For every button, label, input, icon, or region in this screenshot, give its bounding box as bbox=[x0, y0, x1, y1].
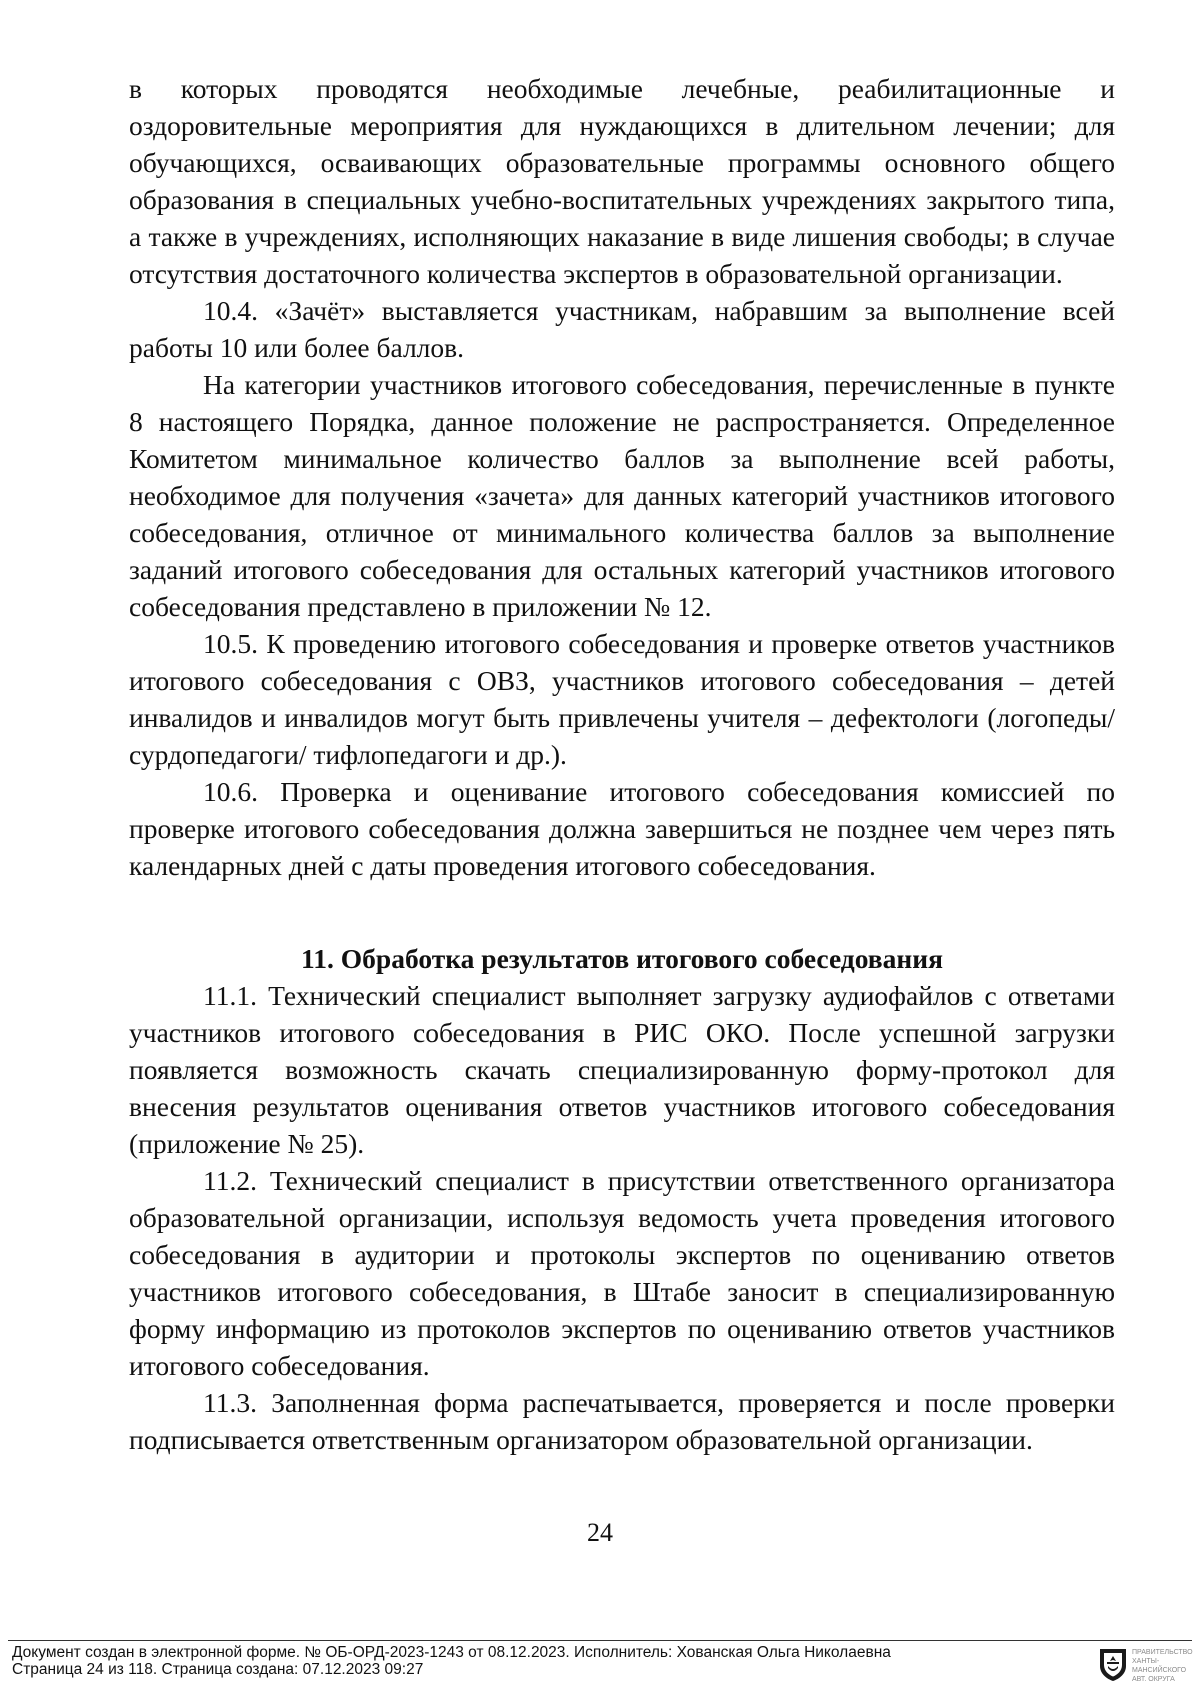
paragraph-10-5: 10.5. К проведению итогового собеседования и проверке ответов участников итогового собеседования с ОВЗ, участников итогового собеседования – детей инвалидов и инвалидов могут быть привлечены учителя – дефектологи (логопеды/ сурдопедагоги/ тифлопедагоги и др.). bbox=[129, 628, 1115, 770]
footer-document-info: Документ создан в электронной форме. № ОБ-ОРД-2023-1243 от 08.12.2023. Исполнитель: Хованская Ольга Николаевна bbox=[12, 1644, 891, 1661]
coat-of-arms-icon bbox=[1098, 1646, 1128, 1682]
paragraph-continuation: в которых проводятся необходимые лечебные, реабилитационные и оздоровительные мероприятия для нуждающихся в длительном лечении; для обучающихся, осваивающих образовательные программы основного общего образования в специальных учебно-воспитательных учреждениях закрытого типа, а также в учреждениях, исполняющих наказание в виде лишения свободы; в случае отсутствия достаточного количества экспертов в образовательной организации. bbox=[129, 73, 1115, 289]
paragraph-11-2: 11.2. Технический специалист в присутствии ответственного организатора образовательной организации, используя ведомость учета проведения итогового собеседования в аудитории и протоколы экспертов по оцениванию ответов участников итогового собеседования, в Штабе заносит в специализированную форму информацию из протоколов экспертов по оцениванию ответов участников итогового собеседования. bbox=[129, 1165, 1115, 1381]
page-number: 24 bbox=[587, 1518, 613, 1547]
emblem-caption: ПРАВИТЕЛЬСТВО ХАНТЫ-МАНСИЙСКОГО АВТ. ОКРУГА bbox=[1132, 1649, 1193, 1683]
electronic-document-footer bbox=[12, 1644, 891, 1678]
section-heading-11: 11. Обработка результатов итогового собеседования bbox=[301, 943, 943, 974]
paragraph-categories: На категории участников итогового собеседования, перечисленные в пункте 8 настоящего Порядка, данное положение не распространяется. Определенное Комитетом минимальное количество баллов за выполнение всей работы, необходимое для получения «зачета» для данных категорий участников итогового собеседования, отличное от минимального количества баллов за выполнение заданий итогового собеседования для остальных категорий участников итогового собеседования представлено в приложении № 12. bbox=[129, 369, 1115, 622]
paragraph-10-4: 10.4. «Зачёт» выставляется участникам, набравшим за выполнение всей работы 10 или более баллов. bbox=[129, 295, 1115, 363]
paragraph-11-1: 11.1. Технический специалист выполняет загрузку аудиофайлов с ответами участников итогового собеседования в РИС ОКО. После успешной загрузки появляется возможность скачать специализированную форму-протокол для внесения результатов оценивания ответов участников итогового собеседования (приложение № 25). bbox=[129, 980, 1115, 1159]
document-body bbox=[129, 70, 1115, 1458]
footer-divider bbox=[8, 1640, 1192, 1641]
paragraph-11-3: 11.3. Заполненная форма распечатывается, проверяется и после проверки подписывается ответственным организатором образовательной организации. bbox=[129, 1387, 1115, 1455]
paragraph-10-6: 10.6. Проверка и оценивание итогового собеседования комиссией по проверке итогового собеседования должна завершиться не позднее чем через пять календарных дней с даты проведения итогового собеседования. bbox=[129, 776, 1115, 881]
footer-page-info: Страница 24 из 118. Страница создана: 07.12.2023 09:27 bbox=[12, 1661, 424, 1678]
